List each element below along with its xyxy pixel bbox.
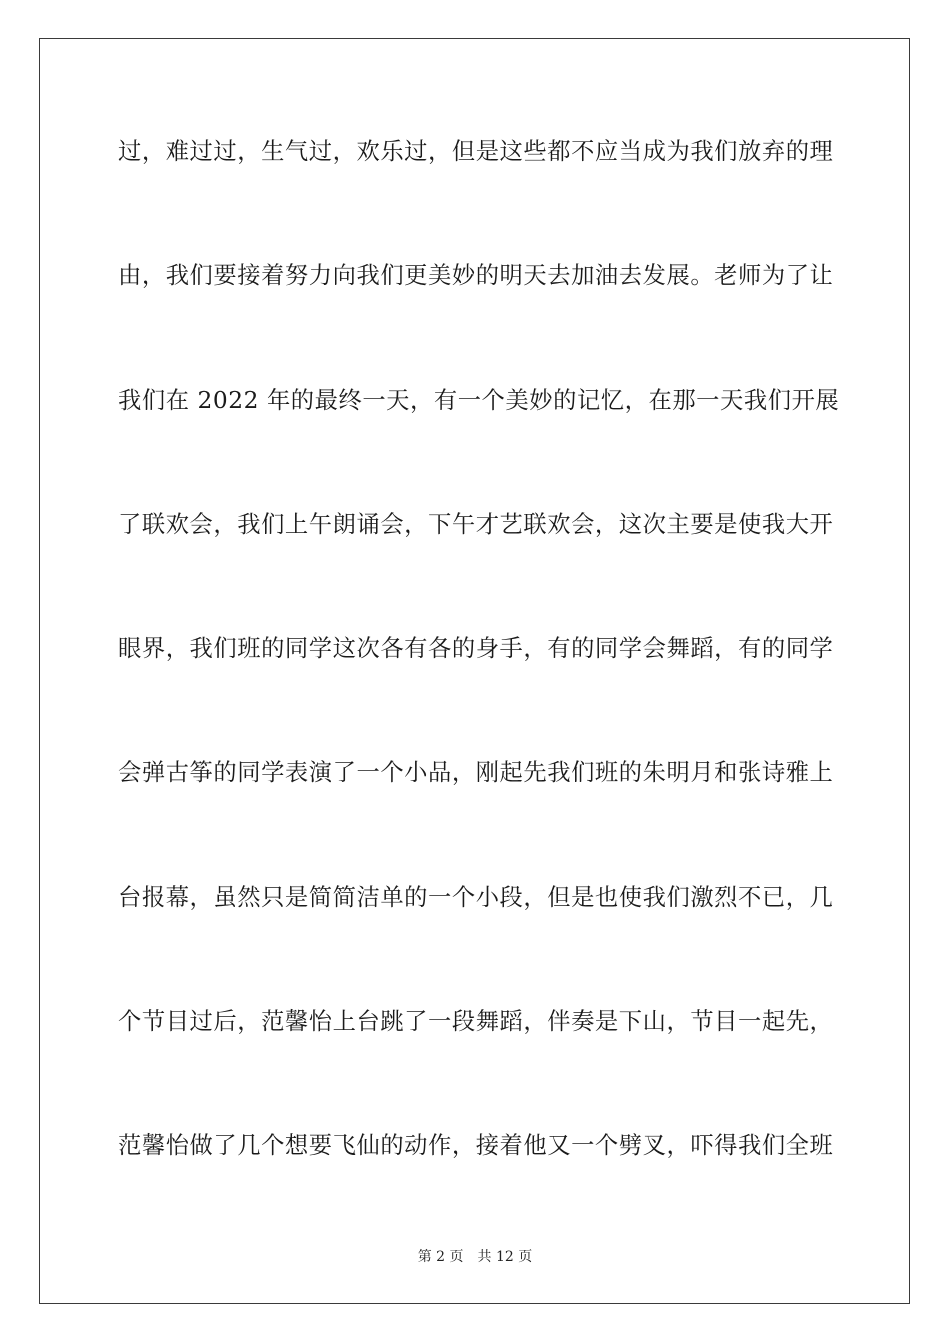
text-line: 了联欢会，我们上午朗诵会，下午才艺联欢会，这次主要是使我大开 xyxy=(118,510,834,538)
text-line: 眼界，我们班的同学这次各有各的身手，有的同学会舞蹈，有的同学 xyxy=(118,635,834,663)
text-line: 过，难过过，生气过，欢乐过，但是这些都不应当成为我们放弃的理 xyxy=(118,138,834,165)
current-page-number: 第 2 页 xyxy=(417,1249,464,1265)
document-body xyxy=(118,130,840,1249)
page-footer xyxy=(0,1247,950,1267)
text-line: 范馨怡做了几个想要飞仙的动作，接着他又一个劈叉，吓得我们全班 xyxy=(118,1132,834,1160)
text-line: 我们在 2022 年的最终一天，有一个美妙的记忆，在那一天我们开展 xyxy=(118,386,840,414)
text-line: 台报幕，虽然只是简简洁单的一个小段，但是也使我们激烈不已，几 xyxy=(118,883,834,911)
total-page-count: 共 12 页 xyxy=(477,1249,533,1265)
text-line: 会弹古筝的同学表演了一个小品，刚起先我们班的朱明月和张诗雅上 xyxy=(118,759,834,787)
text-line: 个节目过后，范馨怡上台跳了一段舞蹈，伴奏是下山，节目一起先， xyxy=(118,1008,834,1036)
text-line: 由，我们要接着努力向我们更美妙的明天去加油去发展。老师为了让 xyxy=(118,262,834,290)
